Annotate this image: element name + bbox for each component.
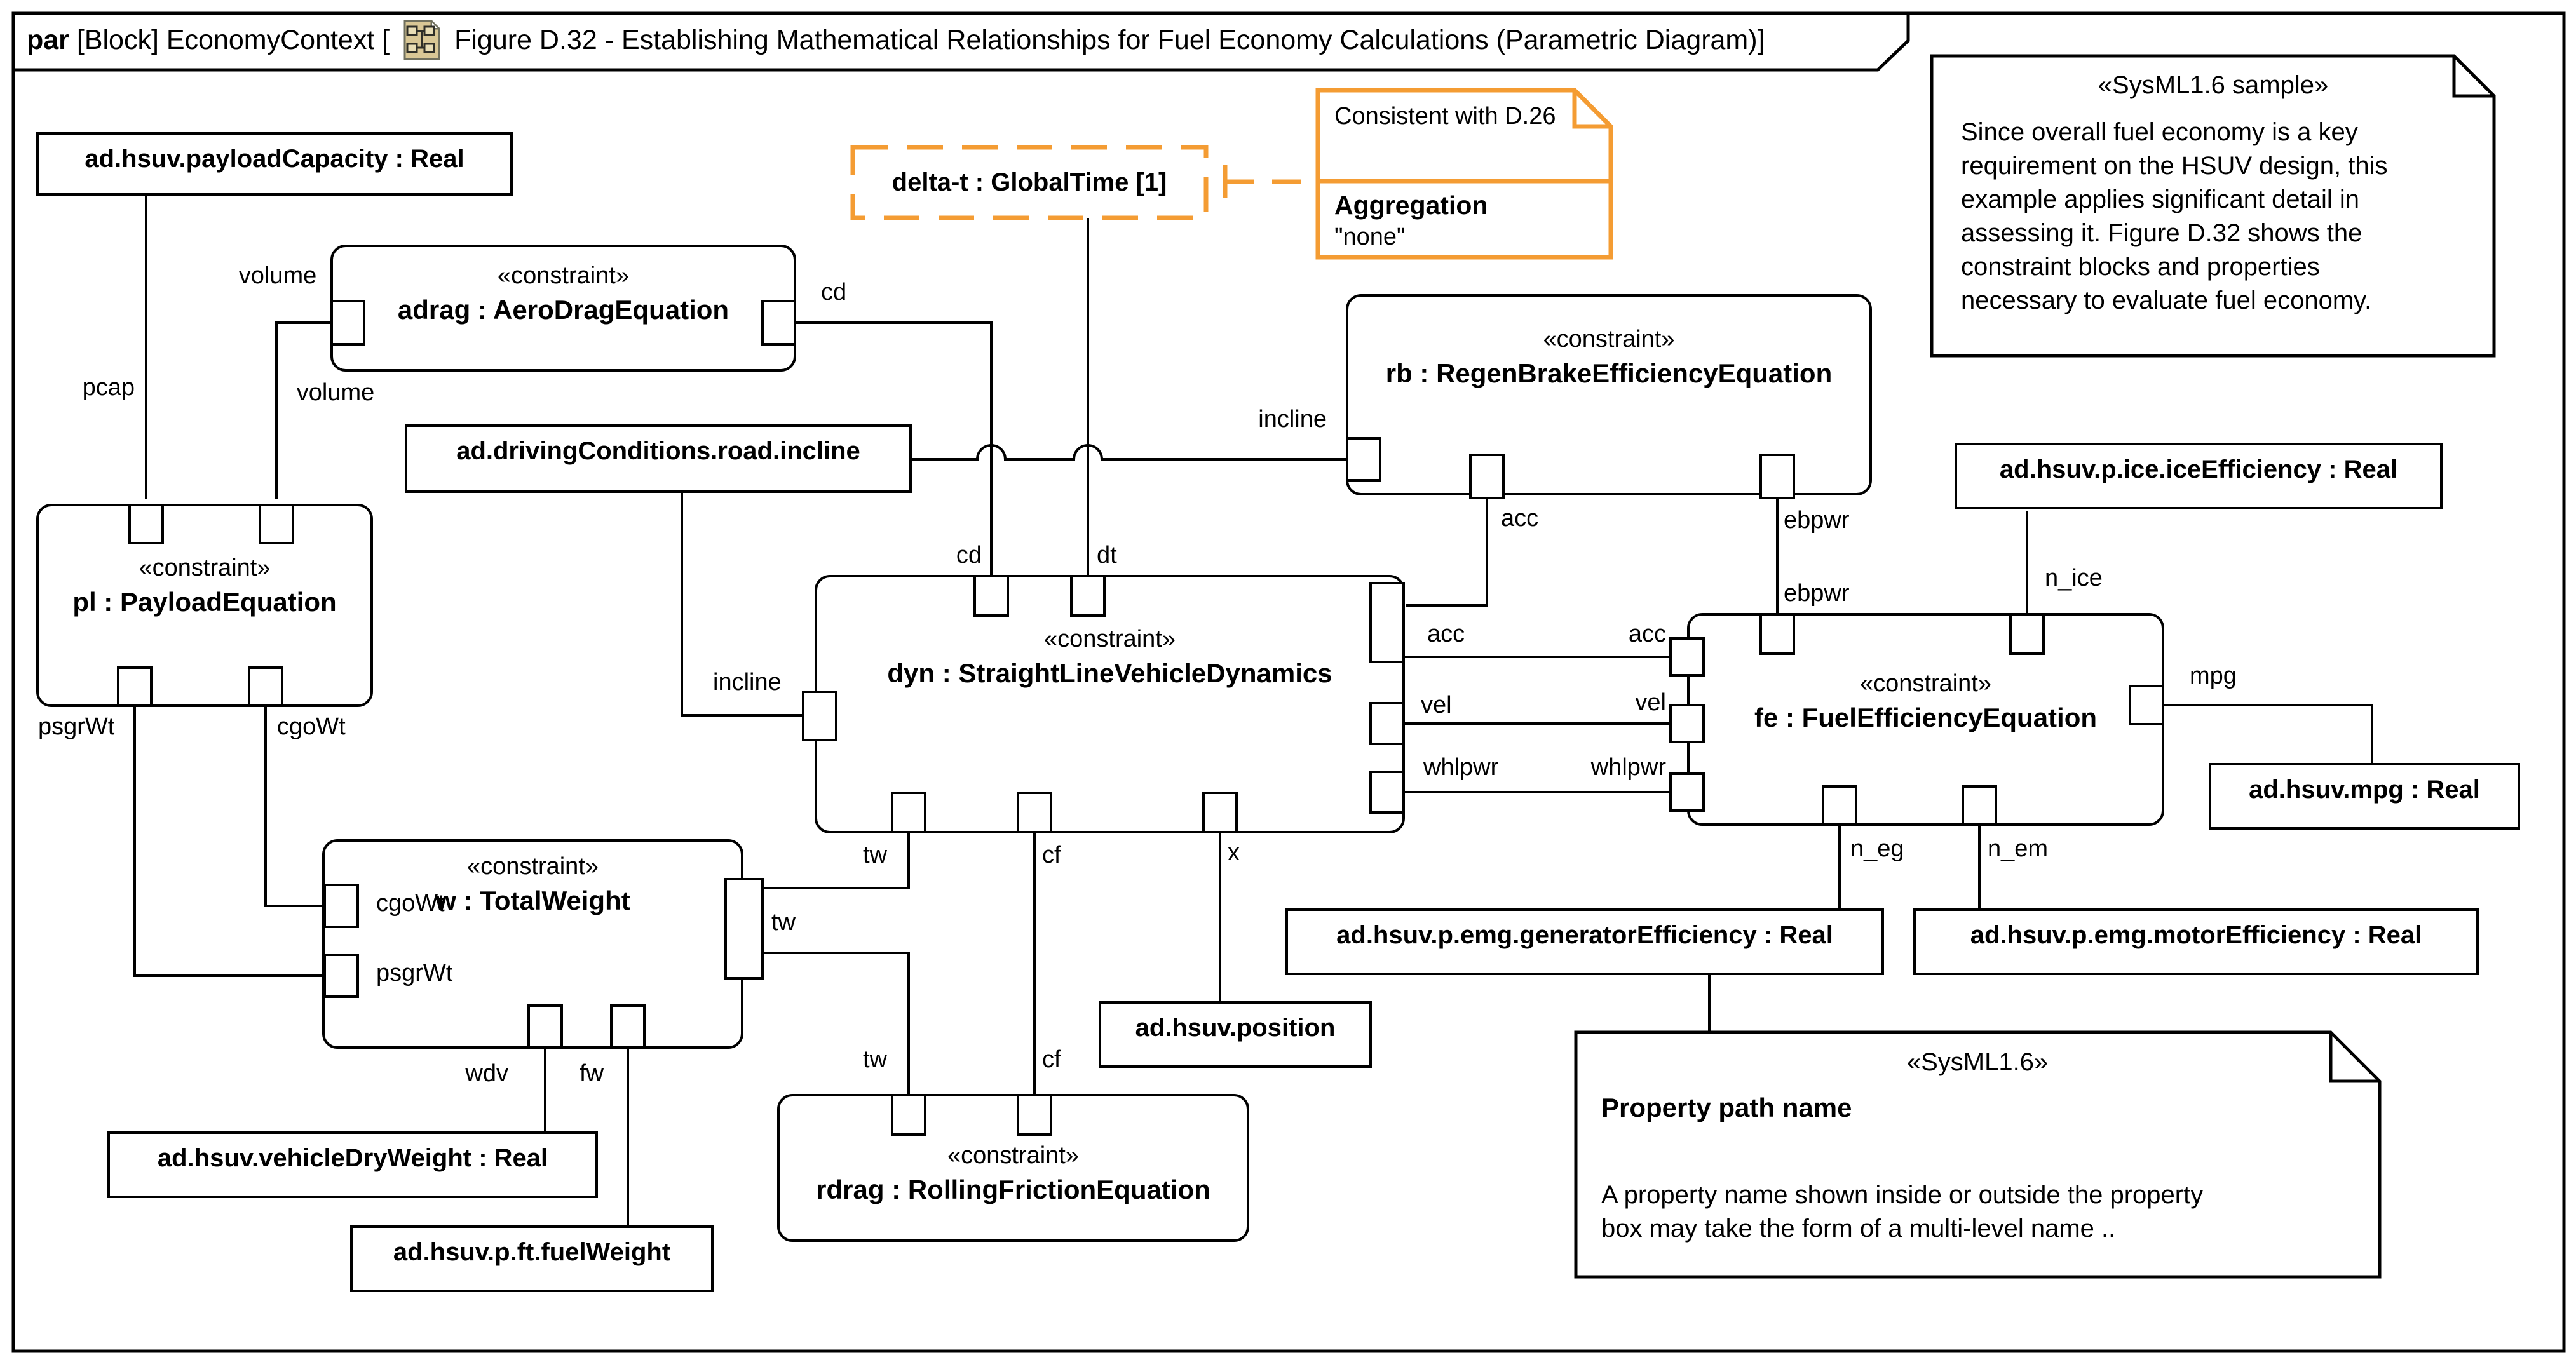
fe-acc-port[interactable]: [1669, 637, 1705, 677]
fe-vel-port[interactable]: [1669, 704, 1705, 743]
note-body-line: box may take the form of a multi-level name ..: [1601, 1215, 2116, 1243]
dyn-tw-port[interactable]: [891, 792, 926, 833]
constraint-block-pl[interactable]: [36, 504, 373, 707]
value-box-position[interactable]: [1099, 1001, 1372, 1068]
note-property-body: [1601, 1178, 2203, 1246]
adrag-left-port[interactable]: [330, 300, 365, 346]
value-box-label: ad.hsuv.mpg : Real: [2249, 776, 2480, 804]
value-box-road-incline[interactable]: [405, 424, 912, 493]
frame-title-keyword: par: [27, 24, 69, 55]
connector-label-n-em: n_em: [1988, 835, 2049, 862]
connector-label-cgowt-pl: cgoWt: [277, 713, 346, 740]
constraint-block-rdrag[interactable]: [777, 1094, 1249, 1242]
stereotype-label: «constraint»: [139, 555, 271, 581]
constraint-name: dyn : StraightLineVehicleDynamics: [887, 658, 1332, 688]
pl-volume-port[interactable]: [259, 504, 294, 544]
frame-title: [27, 17, 1765, 64]
stereotype-label: «constraint»: [1859, 670, 1991, 697]
connector-label-acc-dyn: acc: [1427, 621, 1465, 647]
value-box-generator-efficiency[interactable]: [1285, 908, 1884, 975]
connector-label-mpg: mpg: [2190, 663, 2237, 689]
connector-volume: [276, 323, 330, 499]
dyn-cd-port[interactable]: [973, 575, 1009, 617]
constraint-block-fe[interactable]: [1687, 613, 2164, 826]
connector-label-whlpwr-dyn: whlpwr: [1423, 754, 1499, 781]
connector-label-n-eg: n_eg: [1850, 835, 1904, 862]
connector-label-cf-dyn: cf: [1042, 842, 1061, 868]
note-body-line: Since overall fuel economy is a key: [1961, 118, 2358, 146]
note-body-line: necessary to evaluate fuel economy.: [1961, 287, 2372, 314]
value-box-label: ad.hsuv.p.emg.motorEfficiency : Real: [1970, 921, 2422, 949]
connector-incline-rb: [912, 445, 1346, 459]
connector-label-incline-dyn: incline: [713, 669, 782, 696]
connector-label-acc-rb: acc: [1501, 505, 1539, 532]
connector-label-cd-adrag: cd: [821, 279, 847, 306]
frame-title-type: [Block] EconomyContext [: [69, 24, 398, 55]
pl-pcap-port[interactable]: [128, 504, 164, 544]
connector-label-whlpwr-fe: whlpwr: [1590, 754, 1666, 781]
connector-label-x-dyn: x: [1228, 839, 1240, 866]
w-psgrwt-port[interactable]: [323, 954, 359, 998]
rb-ebpwr-port[interactable]: [1759, 454, 1795, 499]
w-cgowt-port[interactable]: [323, 884, 359, 928]
note-body-line: example applies significant detail in: [1961, 185, 2360, 213]
fe-whlpwr-port[interactable]: [1669, 772, 1705, 812]
connector-label-ebpwr-fe: ebpwr: [1784, 580, 1850, 607]
rb-acc-port[interactable]: [1469, 454, 1505, 499]
dyn-vel-port[interactable]: [1369, 702, 1405, 745]
connector-label-ebpwr-rb: ebpwr: [1784, 507, 1850, 534]
note-sample-stereotype: «SysML1.6 sample»: [2098, 71, 2329, 99]
connector-label-vel-dyn: vel: [1421, 692, 1452, 718]
value-box-fuel-weight[interactable]: [350, 1225, 714, 1292]
value-box-label: ad.hsuv.payloadCapacity : Real: [85, 145, 464, 173]
value-box-hsuv-mpg[interactable]: [2209, 763, 2520, 830]
connector-label-tw-w: tw: [771, 909, 796, 936]
value-box-label: ad.hsuv.p.ft.fuelWeight: [393, 1238, 671, 1266]
parametric-diagram-icon: [403, 20, 440, 60]
constraint-name: adrag : AeroDragEquation: [397, 295, 729, 325]
connector-label-psgrwt-pl: psgrWt: [38, 713, 115, 740]
note-consistency-line1: Consistent with D.26: [1334, 103, 1556, 130]
note-sample-body: [1961, 116, 2387, 318]
stereotype-label: «constraint»: [947, 1142, 1079, 1169]
constraint-block-adrag[interactable]: [330, 245, 796, 372]
constraint-name: rdrag : RollingFrictionEquation: [816, 1175, 1210, 1204]
value-box-label: ad.hsuv.p.emg.generatorEfficiency : Real: [1336, 921, 1833, 949]
value-box-ice-efficiency[interactable]: [1955, 443, 2443, 509]
dyn-acc-port[interactable]: [1369, 582, 1405, 663]
fe-ebpwr-port[interactable]: [1759, 613, 1795, 655]
connector-label-cd-dyn: cd: [956, 542, 982, 569]
fe-n-ice-port[interactable]: [2009, 613, 2045, 655]
connector-label-w-psgrwt-inside: psgrWt: [376, 960, 453, 987]
w-tw-port[interactable]: [724, 878, 764, 980]
pl-cgowt-port[interactable]: [248, 666, 283, 707]
constraint-name: w : TotalWeight: [435, 886, 630, 915]
delta-t-parameter-label[interactable]: delta-t : GlobalTime [1]: [891, 168, 1167, 196]
connector-label-fw: fw: [580, 1060, 604, 1087]
value-box-label: ad.hsuv.vehicleDryWeight : Real: [157, 1144, 548, 1172]
dyn-incline-port[interactable]: [802, 691, 837, 741]
fe-n-eg-port[interactable]: [1822, 785, 1857, 826]
connector-psgrwt: [135, 707, 323, 976]
value-box-payload-capacity[interactable]: [36, 132, 513, 196]
note-body-line: constraint blocks and properties: [1961, 253, 2320, 281]
connector-label-vel-fe: vel: [1635, 689, 1666, 716]
dyn-cf-port[interactable]: [1017, 792, 1052, 833]
stereotype-label: «constraint»: [1543, 326, 1675, 353]
value-box-label: ad.drivingConditions.road.incline: [456, 437, 860, 465]
delta-t-note-anchor: [1225, 165, 1318, 198]
fe-n-em-port[interactable]: [1962, 785, 1997, 826]
rdrag-cf-port[interactable]: [1017, 1094, 1052, 1136]
note-body-line: requirement on the HSUV design, this: [1961, 152, 2388, 180]
connector-label-tw-dyn: tw: [863, 842, 887, 868]
pl-psgrwt-port[interactable]: [117, 666, 153, 707]
rdrag-tw-port[interactable]: [891, 1094, 926, 1136]
constraint-name: rb : RegenBrakeEfficiencyEquation: [1385, 358, 1833, 388]
fe-mpg-port[interactable]: [2129, 685, 2164, 725]
dyn-dt-port[interactable]: [1070, 575, 1106, 617]
connector-label-incline-rb: incline: [1258, 406, 1327, 433]
note-body-line: assessing it. Figure D.32 shows the: [1961, 219, 2362, 247]
note-consistency-value: "none": [1334, 224, 1406, 250]
note-consistency-heading: Aggregation: [1334, 191, 1488, 220]
connector-mpg: [2164, 705, 2372, 763]
adrag-right-port[interactable]: [761, 300, 796, 346]
w-fw-port[interactable]: [610, 1004, 646, 1049]
stereotype-label: «constraint»: [497, 262, 629, 289]
connector-label-acc-fe: acc: [1628, 621, 1666, 647]
connector-label-wdv: wdv: [465, 1060, 508, 1087]
value-box-motor-efficiency[interactable]: [1913, 908, 2479, 975]
connector-label-volume-bottom: volume: [296, 379, 375, 406]
connector-label-dt-dyn: dt: [1097, 542, 1117, 569]
note-property-stereotype: «SysML1.6»: [1906, 1048, 2049, 1076]
frame-title-diagram-name: Figure D.32 - Establishing Mathematical Relationships for Fuel Economy Calculations (Parametric Diagram)]: [447, 24, 1765, 55]
connector-label-pcap: pcap: [82, 374, 135, 401]
connector-label-n-ice: n_ice: [2045, 565, 2103, 591]
w-wdv-port[interactable]: [527, 1004, 563, 1049]
connector-label-tw-rdrag: tw: [863, 1046, 887, 1073]
value-box-vehicle-dry-weight[interactable]: [107, 1131, 598, 1198]
value-box-label: ad.hsuv.position: [1135, 1014, 1336, 1042]
constraint-name: fe : FuelEfficiencyEquation: [1754, 703, 2098, 732]
connector-label-cf-rdrag: cf: [1042, 1046, 1061, 1073]
dyn-x-port[interactable]: [1202, 792, 1238, 833]
dyn-whlpwr-port[interactable]: [1369, 771, 1405, 814]
value-box-label: ad.hsuv.p.ice.iceEfficiency : Real: [1999, 455, 2398, 483]
connector-acc-rb: [1406, 499, 1487, 605]
constraint-name: pl : PayloadEquation: [72, 587, 337, 617]
rb-incline-port[interactable]: [1346, 437, 1381, 482]
connector-label-volume-top: volume: [238, 262, 317, 289]
stereotype-label: «constraint»: [466, 853, 599, 880]
note-property-heading: Property path name: [1601, 1093, 1852, 1122]
stereotype-label: «constraint»: [1043, 626, 1176, 652]
connector-label-w-cgowt-inside: cgoWt: [376, 890, 445, 917]
note-body-line: A property name shown inside or outside the property: [1601, 1181, 2204, 1209]
